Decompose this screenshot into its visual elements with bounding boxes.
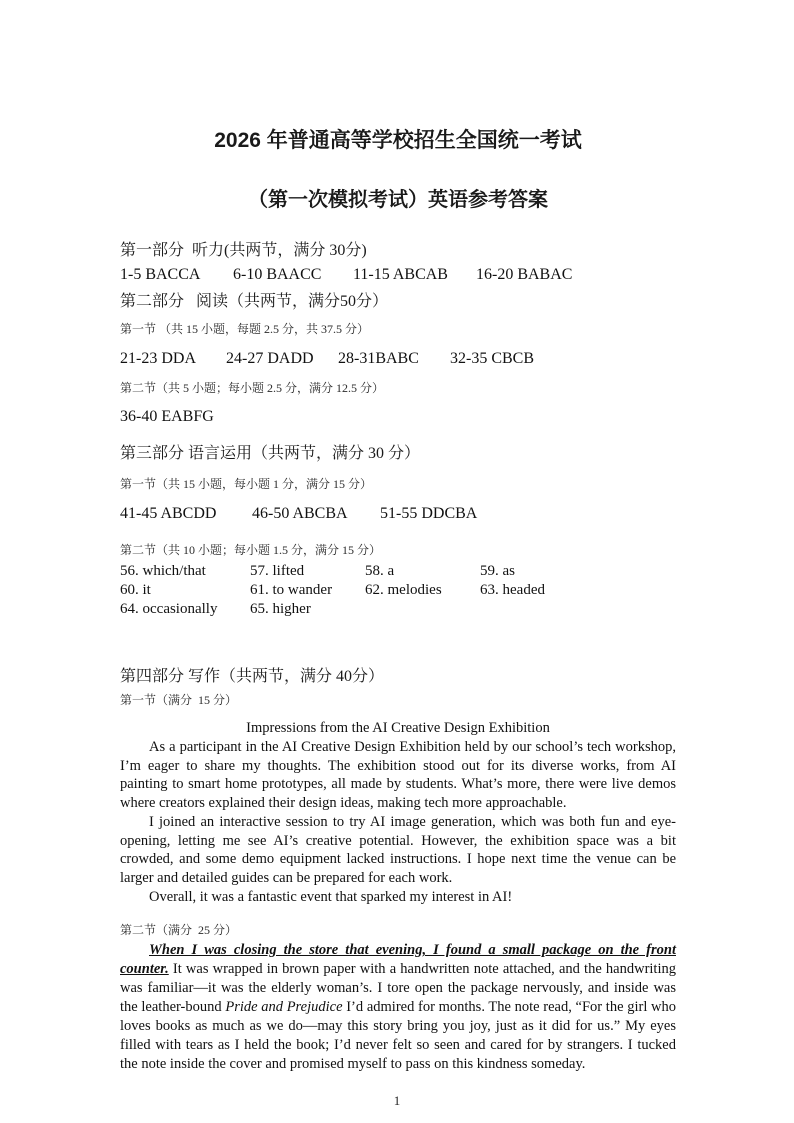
word-answer: 64. occasionally xyxy=(120,601,218,617)
story-segment-1: It was wrapped in brown paper with a handwritten note attached, and the handwriting was familiar—it was the elderly woman’s. I tore open the package nervously, and inside was the leather-bound xyxy=(120,961,676,1016)
part2-section1-note: 第一节 （共 15 小题，每题 2.5 分，共 37.5 分） xyxy=(120,322,370,336)
part1-heading: 第一部分 听力(共两节，满分 30分) xyxy=(120,242,367,259)
part3-heading: 第三部分 语言运用（共两节，满分 30 分） xyxy=(120,445,421,462)
answer-group: 41-45 ABCDD xyxy=(120,505,217,522)
word-answers-row-1 xyxy=(120,562,676,581)
word-answer: 60. it xyxy=(120,582,151,598)
answer-group: 6-10 BAACC xyxy=(233,266,322,283)
part2-section2-note: 第二节（共 5 小题；每小题 2.5 分，满分 12.5 分） xyxy=(120,381,385,395)
document-subtitle: （第一次模拟考试）英语参考答案 xyxy=(248,189,548,211)
story-segment-2: I’d admired for months. The note read, “For the girl who loves books as much as we do—may this story bring you joy, just as it did for us.” My eyes filled with tears as I held the book; I’d never felt so seen and cared for by strangers. I tucked the note inside the cover and promised myself to pass on this kindness someday. xyxy=(120,999,677,1073)
word-answer: 62. melodies xyxy=(365,582,442,598)
word-answer: 61. to wander xyxy=(250,582,333,598)
word-answers-row-2 xyxy=(120,581,676,600)
answer-group: 28-31BABC xyxy=(338,350,419,367)
part3-section1-note: 第一节（共 15 小题，每小题 1 分，满分 15 分） xyxy=(120,477,373,491)
document-title: 2026 年普通高等学校招生全国统一考试 xyxy=(214,129,582,152)
part2-heading: 第二部分 阅读（共两节，满分50分） xyxy=(120,293,389,310)
page-number: 1 xyxy=(393,1093,401,1108)
language-section1-answers-row xyxy=(120,503,676,524)
answer-group: 24-27 DADD xyxy=(226,350,314,367)
part4-section1-note: 第一节（满分 15 分） xyxy=(120,693,238,707)
essay-paragraph-2: I joined an interactive session to try AI image generation, which was both fun and eye-opening, letting me see AI’s creative potential. However, the exhibition space was a bit crowded, and some demo equipment lacked instructions. I hope next time the venue can be larger and detailed guides can be prepared for each work. xyxy=(120,813,676,886)
part4-section2-note: 第二节（满分 25 分） xyxy=(120,923,238,938)
word-answer: 59. as xyxy=(480,563,515,579)
answer-group: 16-20 BABAC xyxy=(476,266,573,283)
essay-paragraph-3: Overall, it was a fantastic event that sparked my interest in AI! xyxy=(149,888,513,905)
answer-group: 36-40 EABFG xyxy=(120,408,214,425)
word-answer: 57. lifted xyxy=(250,563,305,579)
essay-title: Impressions from the AI Creative Design Exhibition xyxy=(246,720,550,736)
answer-group: 11-15 ABCAB xyxy=(353,266,448,283)
word-answer: 58. a xyxy=(365,563,395,579)
word-answer: 63. headed xyxy=(480,582,545,598)
story-paragraph xyxy=(120,941,676,1074)
essay-paragraph-1: As a participant in the AI Creative Design Exhibition held by our school’s tech workshop, I’m eager to share my thoughts. The exhibition stood out for its diverse works, from AI painting to smart home prototypes, all made by students. What’s more, there were live demos where creators explained their design ideas, making tech more approachable. xyxy=(120,739,676,812)
story-lead-sentence: When I was closing the store that evening, I found a small package on the front counter. xyxy=(120,942,676,978)
story-book-title: Pride and Prejudice xyxy=(225,999,343,1016)
answer-group: 21-23 DDA xyxy=(120,350,196,367)
word-answer: 65. higher xyxy=(250,601,311,617)
part3-section2-note: 第二节（共 10 小题；每小题 1.5 分，满分 15 分） xyxy=(120,543,382,557)
reading-section2-answers-row xyxy=(120,406,676,427)
answer-group: 1-5 BACCA xyxy=(120,266,201,283)
word-answer: 56. which/that xyxy=(120,563,206,579)
reading-section1-answers-row xyxy=(120,348,676,369)
answer-group: 46-50 ABCBA xyxy=(252,505,348,522)
answer-group: 32-35 CBCB xyxy=(450,350,535,367)
answer-group: 51-55 DDCBA xyxy=(380,505,478,522)
word-answers-row-3 xyxy=(120,600,676,619)
part4-heading: 第四部分 写作（共两节，满分 40分） xyxy=(120,668,385,685)
listening-answers-row xyxy=(120,264,676,285)
